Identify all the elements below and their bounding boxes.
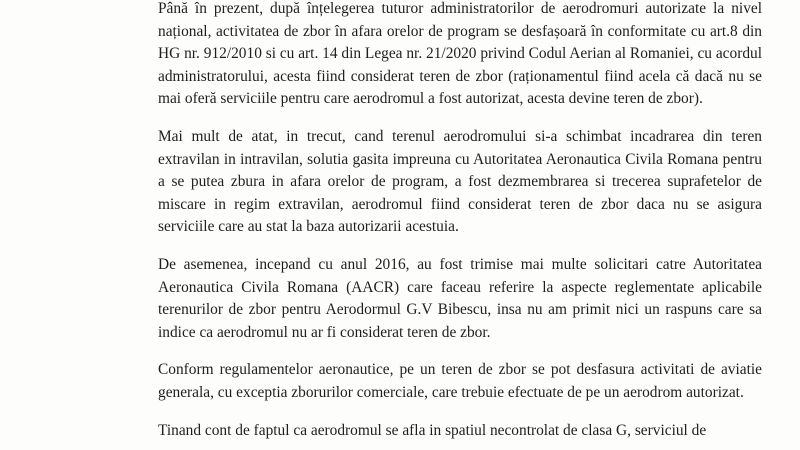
paragraph-1: Până în prezent, după înțelegerea tuturor administratorilor de aerodromuri autorizate la nivel național, activitatea de zbor în afara orelor de program se desfașoară în conformitate cu art.8 din HG nr. 912/2010 si cu art. 14 din Legea nr. 21/2020 privind Codul Aerian al Romaniei, cu acordul administratorului, acesta fiind considerat teren de zbor (raționamentul fiind acela că dacă nu se mai oferă serviciile pentru care aerodromul a fost autorizat, acesta devine teren de zbor). (158, 0, 762, 108)
document-body (158, 0, 762, 450)
paragraph-5-partial: Tinand cont de faptul ca aerodromul se afla in spatiul necontrolat de clasa G, serviciul de (158, 421, 707, 439)
paragraph-4: Conform regulamentelor aeronautice, pe un teren de zbor se pot desfasura activitati de aviatie generala, cu exceptia zborurilor comerciale, care trebuie efectuate de pe un aerodrom autorizat. (158, 361, 762, 401)
paragraph-3: De asemenea, incepand cu anul 2016, au fost trimise mai multe solicitari catre Autoritatea Aeronautica Civila Romana (AACR) care faceau referire la aspecte reglementate aplicabile terenurilor de zbor pentru Aerodormul G.V Bibescu, insa nu am primit nici un raspuns care sa indice ca aerodromul nu ar fi considerat teren de zbor. (158, 255, 762, 341)
paragraph-2: Mai mult de atat, in trecut, cand terenul aerodromului si-a schimbat incadrarea din teren extravilan in intravilan, solutia gasita impreuna cu Autoritatea Aeronautica Civila Romana pentru a se putea zbura in afara orelor de program, a fost dezmembrarea si trecerea suprafetelor de miscare in regim extravilan, aerodromul fiind considerat teren de zbor daca nu se asigura serviciile care au stat la baza autorizarii acestuia. (158, 127, 762, 236)
